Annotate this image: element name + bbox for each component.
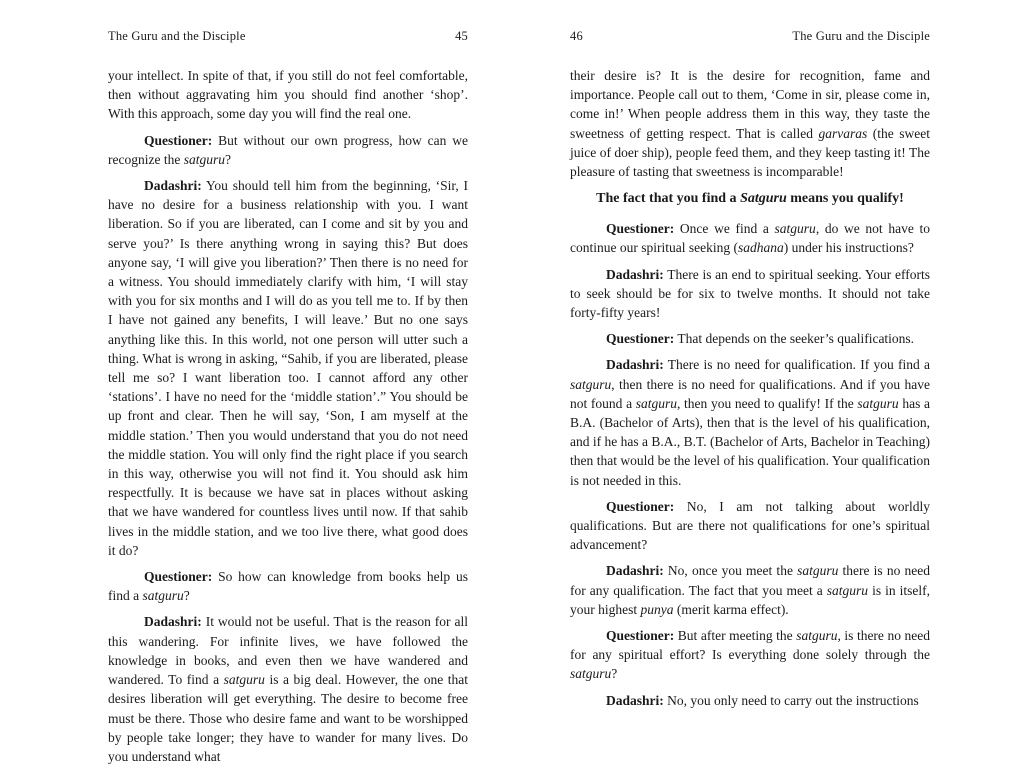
paragraph-text: That depends on the seeker’s qualifications.	[674, 331, 915, 347]
emphasis: satguru	[797, 563, 839, 579]
left-paragraph-1	[108, 66, 468, 124]
speaker-label: Questioner:	[144, 132, 213, 148]
emphasis: satguru	[570, 666, 612, 682]
section-heading	[570, 189, 930, 209]
left-page	[108, 0, 468, 764]
speaker-label: Questioner:	[606, 628, 675, 644]
emphasis: garvaras	[818, 125, 868, 141]
heading-text: The fact that you find a	[596, 191, 741, 207]
right-paragraph-1	[570, 219, 930, 257]
paragraph-text: , then you need to qualify! If the	[677, 395, 858, 411]
paragraph-text: (merit karma effect).	[673, 601, 789, 617]
emphasis: satguru	[857, 395, 899, 411]
paragraph-text-end: ?	[224, 151, 231, 167]
paragraph-text: , do we not have to continue our spiritual seeking (	[570, 221, 930, 256]
paragraph-text: There is an end to spiritual seeking. Your efforts to seek should be for six to twelve months. It should not take forty-fifty years!	[570, 266, 930, 321]
left-paragraph-4	[108, 567, 468, 605]
paragraph-text-end: ?	[183, 588, 190, 604]
paragraph-text: ?	[611, 666, 618, 682]
paragraph-text: There is no need for qualification. If you find a	[663, 357, 930, 373]
emphasis: satguru	[796, 628, 838, 644]
emphasis: satguru	[223, 672, 265, 688]
speaker-label: Questioner:	[606, 331, 675, 347]
right-header-title: The Guru and the Disciple	[792, 29, 930, 43]
paragraph-text: Once we find a	[674, 221, 775, 237]
right-paragraph-3	[570, 329, 930, 348]
paragraph-text: has a B.A. (Bachelor of Arts), then that is the level of his qualification, and if he has a B.A., B.T. (Bachelor of Arts, Bachelor in Teaching) then that would be the level of his qualification. Your qualification is not needed in this.	[570, 395, 930, 488]
paragraph-text: It would not be useful. That is the reason for all this wandering. For infinite lives, we have followed the knowledge in books, and even then we have wandered and wandered. To find a	[108, 614, 468, 688]
emphasis: satguru	[570, 376, 612, 392]
right-lead-paragraph	[570, 66, 930, 181]
speaker-label: Dadashri:	[606, 357, 664, 373]
left-running-header	[108, 29, 468, 45]
left-paragraph-3	[108, 176, 468, 560]
right-paragraph-2	[570, 265, 930, 323]
right-paragraph-5	[570, 497, 930, 555]
speaker-label: Questioner:	[606, 221, 675, 237]
paragraph-text: there is no need for any qualification. The fact that you meet a	[570, 563, 931, 598]
paragraph-text-end: is a big deal. However, the one that desires liberation will get everything. The desire to become free must be there. Those who desire fame and want to be worshipped by people take longer; they have to wander for many lives. Do you understand what	[108, 672, 468, 764]
emphasis: satguru	[183, 151, 225, 167]
left-page-body	[108, 66, 468, 766]
right-page-body	[570, 66, 930, 710]
emphasis: punya	[640, 601, 674, 617]
left-paragraph-2	[108, 131, 468, 169]
left-paragraph-5	[108, 612, 468, 766]
paragraph-text: No, you only need to carry out the instructions	[663, 692, 919, 708]
paragraph-text: No, once you meet the	[663, 563, 798, 579]
speaker-label: Dadashri:	[144, 614, 202, 630]
heading-emphasis: Satguru	[740, 191, 787, 207]
left-header-title: The Guru and the Disciple	[108, 29, 246, 43]
right-paragraph-6	[570, 561, 930, 619]
paragraph-text: No, I am not talking about worldly qualifications. But are there not qualifications for one’s spiritual advancement?	[570, 498, 930, 553]
right-paragraph-7	[570, 626, 930, 684]
right-paragraph-list	[570, 219, 930, 710]
paragraph-text: But without our own progress, how can we recognize the	[108, 132, 468, 167]
paragraph-text: , is there no need for any spiritual effort? Is everything done solely through the	[570, 628, 930, 663]
paragraph-text: , then there is no need for qualifications. And if you have not found a	[570, 376, 930, 411]
speaker-label: Dadashri:	[606, 563, 664, 579]
right-paragraph-8	[570, 691, 930, 710]
emphasis: satguru	[774, 221, 816, 237]
speaker-label: Dadashri:	[606, 692, 664, 708]
right-page	[570, 0, 930, 728]
paragraph-text: their desire is? It is the desire for recognition, fame and importance. People call out to them, ‘Come in sir, please come in, come in!’ When people address them in this way, they taste the sweetness of getting respect. That is called	[570, 68, 930, 141]
paragraph-text: So how can knowledge from books help us find a	[108, 569, 468, 604]
paragraph-text: ) under his instructions?	[783, 240, 914, 256]
emphasis: satguru	[142, 588, 184, 604]
speaker-label: Questioner:	[144, 569, 213, 585]
paragraph-text: is in itself, your highest	[570, 582, 931, 617]
paragraph-text: You should tell him from the beginning, ‘Sir, I have no desire for a business relationship with you. I want liberation. So if you are liberated, can I come and sit by you and serve you?’ Is there anything wrong in saying this? But does anyone say, ‘I will give you liberation?’ Then there is no need for a witness. You should immediately clarify with him, ‘I will stay with you for six months and I will do as you tell me to. If by then I have not gained any benefits, I will leave.’ But no one says anything like this. In this world, not one person will utter such a thing. What is wrong in asking, “Sahib, if you are liberated, please tell me so? I want liberation too. I cannot afford any other ‘stations’. I have no need for the ‘middle station’.” You should be up front and clear. Then he will say, ‘Son, I am myself at the middle station.’ Then you would understand that you do not need the middle station. You will only find the right place if you search in this way, otherwise you will not find it. You should ask him respectfully. It is because we have sat in places without asking that we have wandered for countless lives until now. If that sahib lives in the middle station, and we too live there, what good does it do?	[108, 178, 468, 558]
emphasis: satguru	[635, 395, 677, 411]
heading-text-end: means you qualify!	[786, 191, 904, 207]
paragraph-text-end: (the sweet juice of doer ship), people feed them, and they keep tasting it! The pleasure of tasting that sweetness is incomparable!	[570, 125, 930, 180]
emphasis: satguru	[826, 582, 869, 598]
speaker-label: Questioner:	[606, 498, 675, 514]
speaker-label: Dadashri:	[144, 178, 202, 194]
right-paragraph-4	[570, 355, 930, 489]
left-page-number: 45	[455, 29, 468, 43]
right-page-number: 46	[570, 29, 583, 43]
right-running-header	[570, 29, 930, 45]
emphasis: sadhana	[737, 240, 784, 256]
paragraph-text: your intellect. In spite of that, if you still do not feel comfortable, then without aggravating him you should find another ‘shop’. With this approach, some day you will find the real one.	[108, 68, 468, 122]
speaker-label: Dadashri:	[606, 266, 664, 282]
paragraph-text: But after meeting the	[674, 628, 797, 644]
